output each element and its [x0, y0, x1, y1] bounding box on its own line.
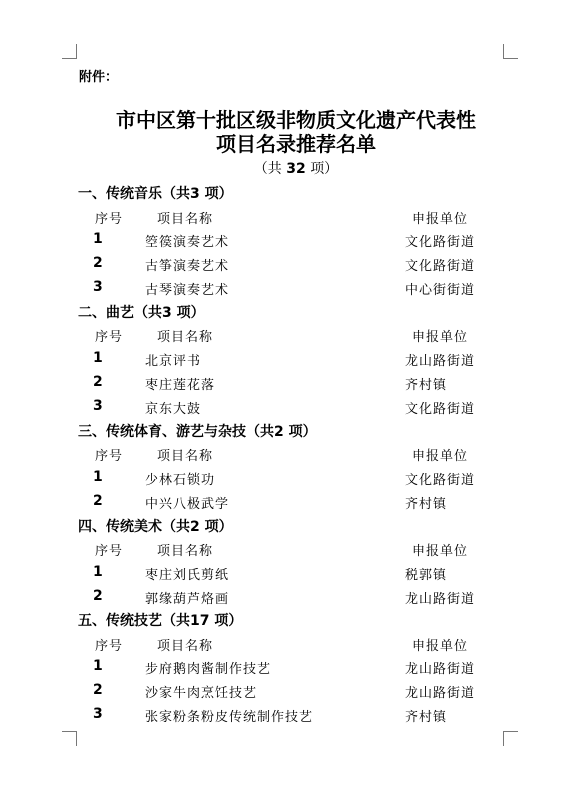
project-name: 箜篌演奏艺术: [145, 235, 230, 250]
project-name: 京东大鼓: [145, 402, 202, 417]
header-name: 项目名称: [157, 212, 214, 227]
section-heading-traditional-music: 一、传统音乐（共3 项）: [78, 186, 233, 202]
header-unit: 申报单位: [412, 212, 469, 227]
applicant-unit: 龙山路街道: [405, 592, 476, 607]
project-name: 古琴演奏艺术: [145, 283, 230, 298]
project-name: 步府鹅肉酱制作技艺: [145, 662, 272, 677]
applicant-unit: 齐村镇: [405, 497, 448, 512]
project-name: 北京评书: [145, 354, 202, 369]
row-number: 3: [93, 398, 104, 414]
row-number: 1: [93, 658, 104, 674]
crop-mark-bottom-left: [62, 731, 77, 746]
attachment-label: 附件：: [79, 70, 119, 85]
header-unit: 申报单位: [412, 639, 469, 654]
header-name: 项目名称: [157, 449, 214, 464]
row-number: 2: [93, 588, 104, 604]
total-close: 项）: [310, 161, 339, 177]
crop-mark-bottom-right: [503, 731, 518, 746]
header-seq: 序号: [95, 449, 124, 464]
crop-mark-top-left: [62, 44, 77, 59]
row-number: 1: [93, 231, 104, 247]
applicant-unit: 齐村镇: [405, 710, 448, 725]
applicant-unit: 文化路街道: [405, 259, 476, 274]
header-seq: 序号: [95, 212, 124, 227]
applicant-unit: 文化路街道: [405, 235, 476, 250]
applicant-unit: 龙山路街道: [405, 662, 476, 677]
applicant-unit: 文化路街道: [405, 473, 476, 488]
project-name: 张家粉条粉皮传统制作技艺: [145, 710, 314, 725]
applicant-unit: 中心街街道: [405, 283, 476, 298]
header-name: 项目名称: [157, 330, 214, 345]
crop-mark-top-right: [503, 44, 518, 59]
header-name: 项目名称: [157, 544, 214, 559]
project-name: 中兴八极武学: [145, 497, 230, 512]
project-name: 郭缘葫芦烙画: [145, 592, 230, 607]
total-count-line: [6, 158, 580, 178]
header-seq: 序号: [95, 639, 124, 654]
section-heading-quyi: 二、曲艺（共3 项）: [78, 305, 205, 321]
row-number: 1: [93, 350, 104, 366]
row-number: 3: [93, 706, 104, 722]
section-heading-traditional-craft: 五、传统技艺（共17 项）: [78, 613, 243, 629]
header-seq: 序号: [95, 544, 124, 559]
project-name: 沙家牛肉烹饪技艺: [145, 686, 258, 701]
header-unit: 申报单位: [412, 449, 469, 464]
total-count: 32: [286, 161, 306, 177]
row-number: 2: [93, 493, 104, 509]
row-number: 2: [93, 374, 104, 390]
document-title-line-1: 市中区第十批区级非物质文化遗产代表性: [116, 108, 476, 132]
project-name: 少林石锁功: [145, 473, 216, 488]
header-unit: 申报单位: [412, 330, 469, 345]
project-name: 枣庄刘氏剪纸: [145, 568, 230, 583]
applicant-unit: 齐村镇: [405, 378, 448, 393]
section-heading-traditional-sports: 三、传统体育、游艺与杂技（共2 项）: [78, 424, 317, 440]
project-name: 枣庄莲花落: [145, 378, 216, 393]
applicant-unit: 税郭镇: [405, 568, 448, 583]
document-title-line-2: 项目名录推荐名单: [216, 132, 376, 156]
applicant-unit: 龙山路街道: [405, 686, 476, 701]
header-unit: 申报单位: [412, 544, 469, 559]
project-name: 古筝演奏艺术: [145, 259, 230, 274]
row-number: 2: [93, 682, 104, 698]
header-seq: 序号: [95, 330, 124, 345]
row-number: 2: [93, 255, 104, 271]
applicant-unit: 龙山路街道: [405, 354, 476, 369]
applicant-unit: 文化路街道: [405, 402, 476, 417]
row-number: 3: [93, 279, 104, 295]
total-open: （共: [253, 161, 282, 177]
row-number: 1: [93, 564, 104, 580]
row-number: 1: [93, 469, 104, 485]
section-heading-traditional-art: 四、传统美术（共2 项）: [78, 519, 233, 535]
header-name: 项目名称: [157, 639, 214, 654]
